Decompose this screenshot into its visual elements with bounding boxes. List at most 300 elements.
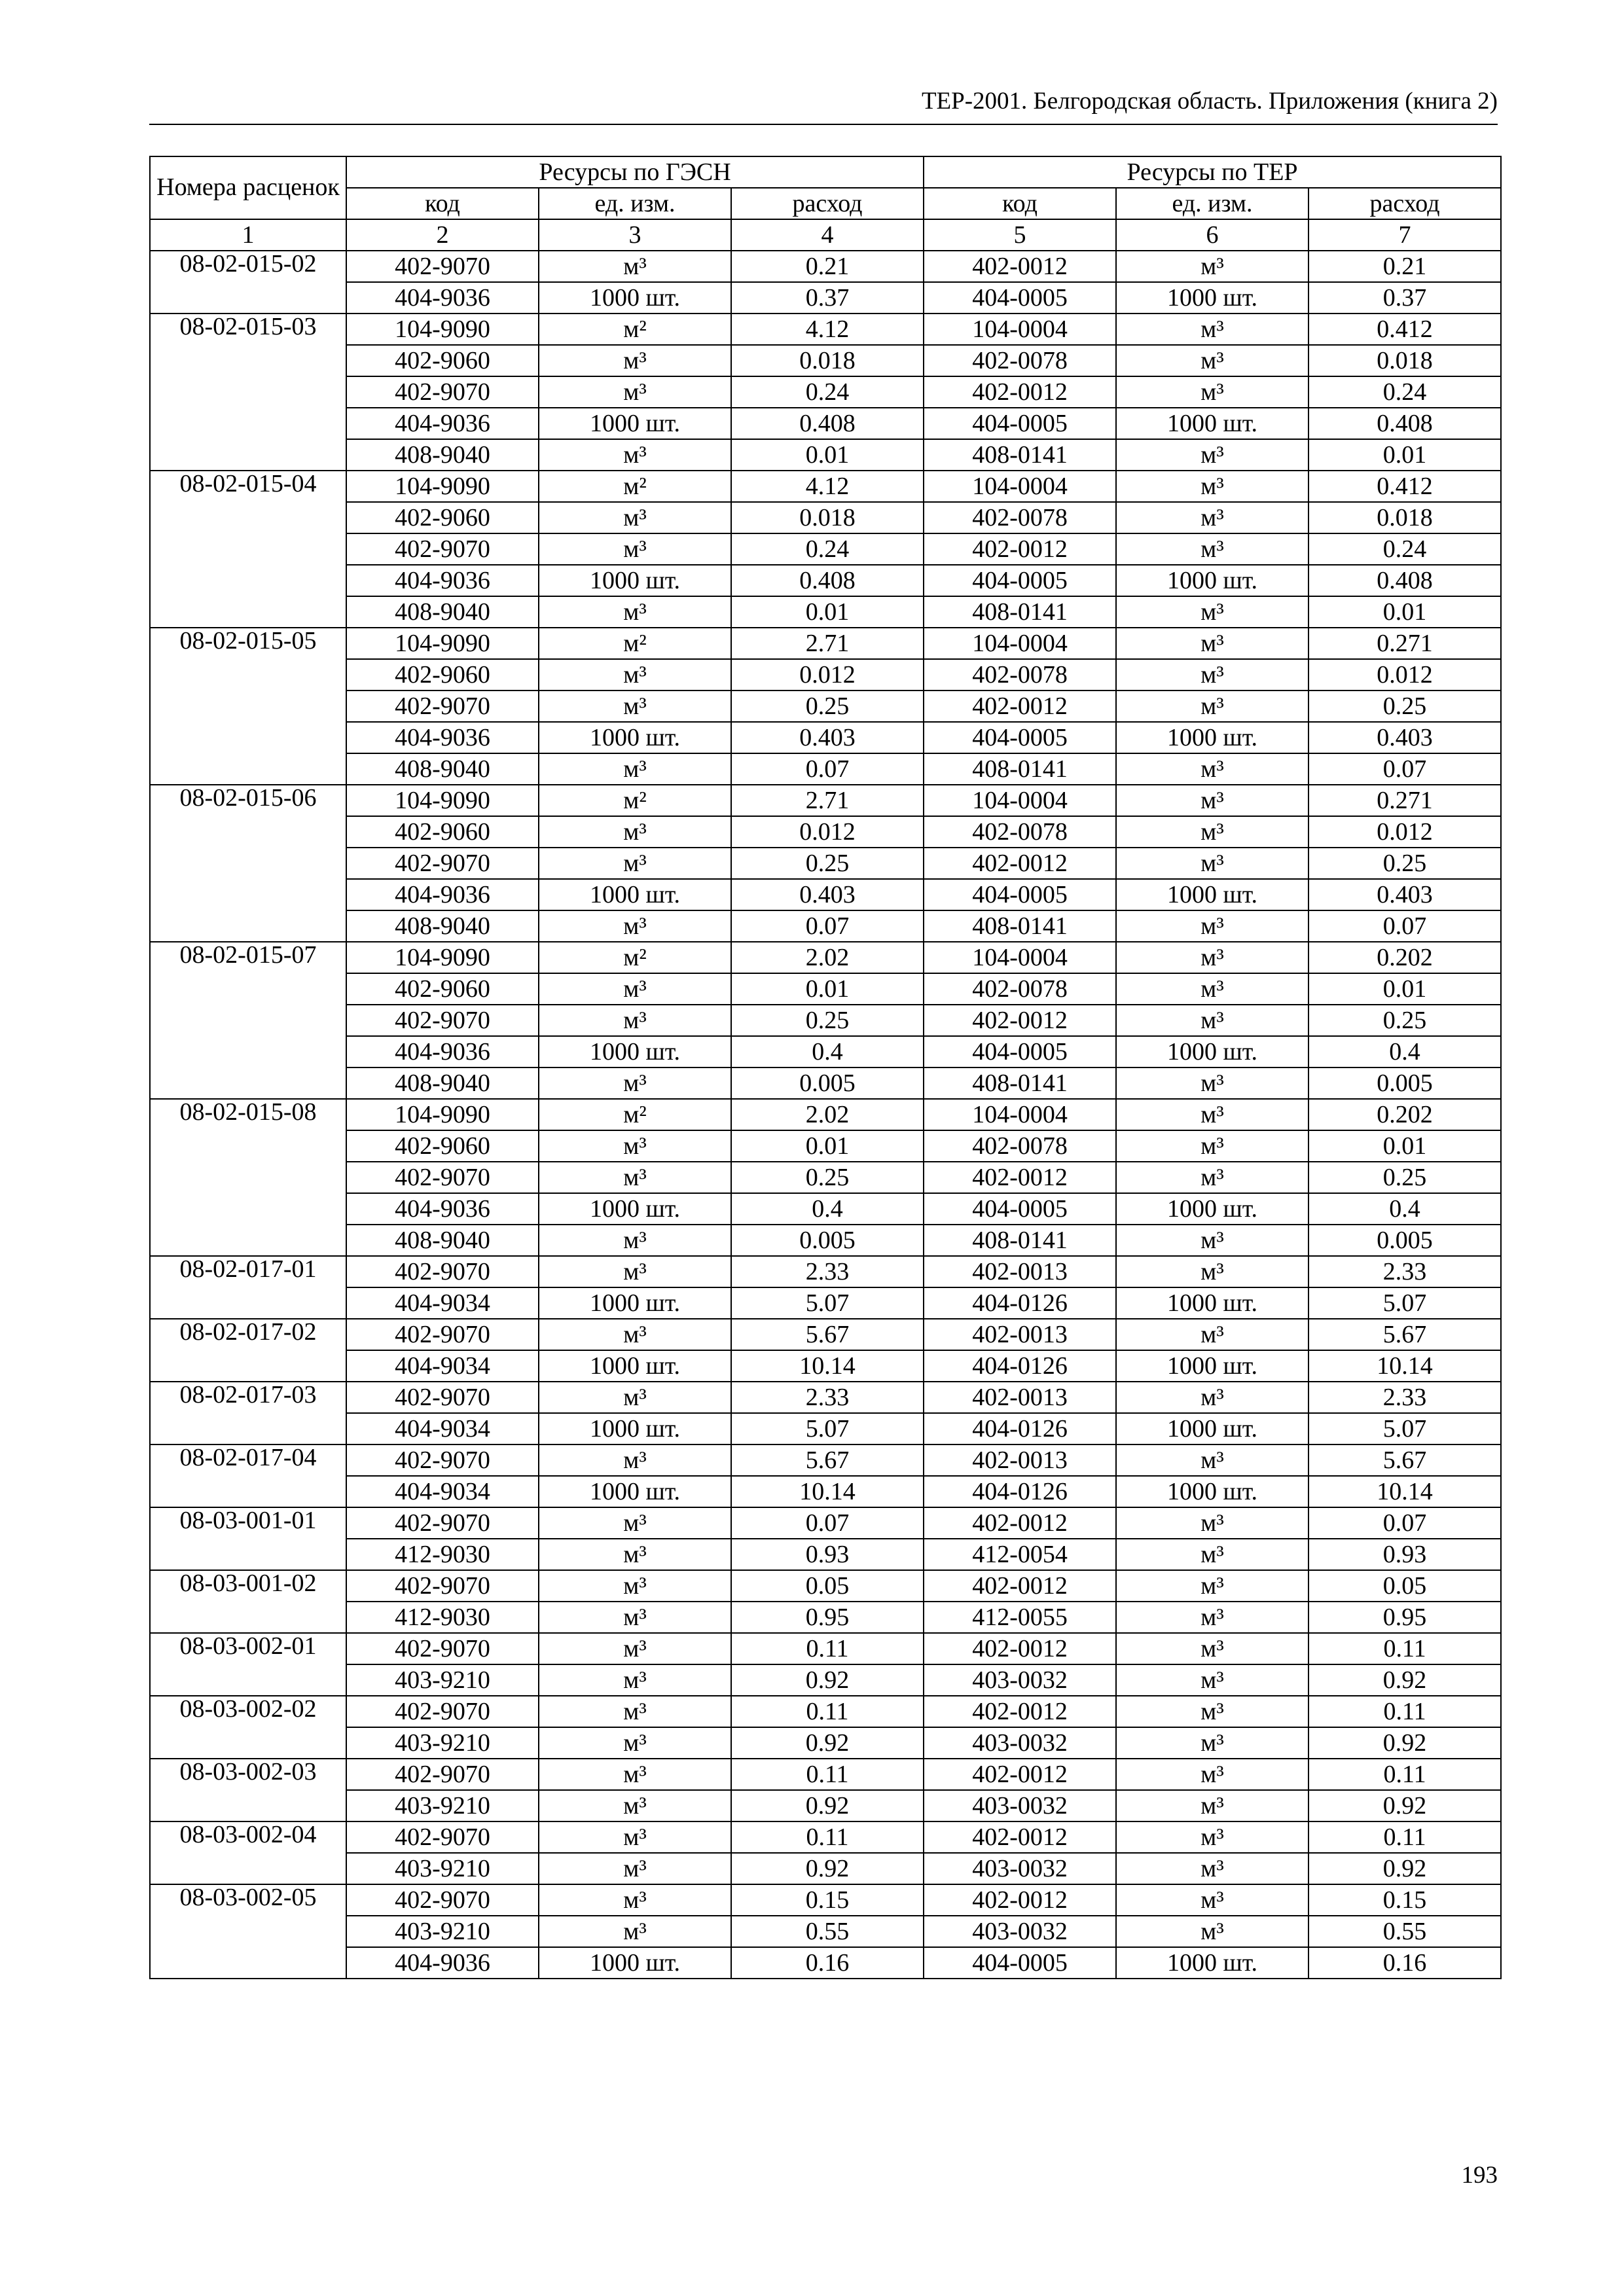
table-row bbox=[150, 1193, 1501, 1225]
ter-code-cell: 412-0054 bbox=[924, 1539, 1116, 1570]
gesn-consumption-cell: 0.403 bbox=[731, 722, 924, 753]
gesn-consumption-cell: 0.92 bbox=[731, 1853, 924, 1884]
rate-number-cell: 08-02-017-04 bbox=[150, 1444, 346, 1507]
table-row bbox=[150, 408, 1501, 439]
gesn-code-cell: 408-9040 bbox=[346, 1067, 539, 1099]
ter-unit-cell: м³ bbox=[1116, 973, 1308, 1005]
gesn-unit-cell: м³ bbox=[539, 1790, 731, 1821]
gesn-unit-cell: м³ bbox=[539, 1067, 731, 1099]
ter-code-cell: 402-0012 bbox=[924, 691, 1116, 722]
header-rate-numbers: Номера расценок bbox=[150, 156, 346, 219]
ter-consumption-cell: 0.16 bbox=[1308, 1947, 1501, 1979]
gesn-code-cell: 402-9070 bbox=[346, 1570, 539, 1602]
gesn-unit-cell: м³ bbox=[539, 1821, 731, 1853]
ter-unit-cell: 1000 шт. bbox=[1116, 282, 1308, 314]
ter-consumption-cell: 0.05 bbox=[1308, 1570, 1501, 1602]
rate-number-cell: 08-03-002-03 bbox=[150, 1759, 346, 1821]
gesn-consumption-cell: 0.92 bbox=[731, 1727, 924, 1759]
ter-code-cell: 104-0004 bbox=[924, 785, 1116, 816]
ter-consumption-cell: 0.92 bbox=[1308, 1853, 1501, 1884]
ter-consumption-cell: 0.01 bbox=[1308, 439, 1501, 471]
gesn-code-cell: 402-9070 bbox=[346, 691, 539, 722]
gesn-unit-cell: м³ bbox=[539, 596, 731, 628]
gesn-code-cell: 404-9034 bbox=[346, 1287, 539, 1319]
ter-code-cell: 404-0126 bbox=[924, 1413, 1116, 1444]
rate-number-cell: 08-02-017-01 bbox=[150, 1256, 346, 1319]
table-row bbox=[150, 1099, 1501, 1130]
gesn-unit-cell: м³ bbox=[539, 1507, 731, 1539]
ter-unit-cell: м³ bbox=[1116, 1884, 1308, 1916]
gesn-unit-cell: м² bbox=[539, 314, 731, 345]
ter-code-cell: 408-0141 bbox=[924, 596, 1116, 628]
ter-unit-cell: м³ bbox=[1116, 1005, 1308, 1036]
ter-code-cell: 408-0141 bbox=[924, 1225, 1116, 1256]
ter-unit-cell: м³ bbox=[1116, 1067, 1308, 1099]
gesn-consumption-cell: 0.21 bbox=[731, 251, 924, 282]
gesn-consumption-cell: 0.05 bbox=[731, 1570, 924, 1602]
gesn-code-cell: 403-9210 bbox=[346, 1916, 539, 1947]
gesn-code-cell: 402-9060 bbox=[346, 502, 539, 533]
gesn-unit-cell: 1000 шт. bbox=[539, 1193, 731, 1225]
ter-unit-cell: м³ bbox=[1116, 1382, 1308, 1413]
ter-consumption-cell: 0.93 bbox=[1308, 1539, 1501, 1570]
ter-consumption-cell: 0.012 bbox=[1308, 659, 1501, 691]
table-row bbox=[150, 282, 1501, 314]
ter-unit-cell: м³ bbox=[1116, 1444, 1308, 1476]
gesn-code-cell: 402-9060 bbox=[346, 659, 539, 691]
gesn-unit-cell: м³ bbox=[539, 1664, 731, 1696]
ter-consumption-cell: 0.25 bbox=[1308, 1005, 1501, 1036]
gesn-unit-cell: м² bbox=[539, 1099, 731, 1130]
gesn-consumption-cell: 0.07 bbox=[731, 1507, 924, 1539]
gesn-consumption-cell: 4.12 bbox=[731, 314, 924, 345]
ter-code-cell: 402-0012 bbox=[924, 1884, 1116, 1916]
ter-consumption-cell: 0.01 bbox=[1308, 973, 1501, 1005]
gesn-unit-cell: 1000 шт. bbox=[539, 1350, 731, 1382]
gesn-consumption-cell: 0.55 bbox=[731, 1916, 924, 1947]
ter-unit-cell: м³ bbox=[1116, 1162, 1308, 1193]
gesn-code-cell: 404-9034 bbox=[346, 1413, 539, 1444]
ter-code-cell: 403-0032 bbox=[924, 1853, 1116, 1884]
ter-code-cell: 404-0005 bbox=[924, 879, 1116, 910]
gesn-unit-cell: м³ bbox=[539, 1162, 731, 1193]
ter-code-cell: 404-0126 bbox=[924, 1287, 1116, 1319]
gesn-consumption-cell: 0.005 bbox=[731, 1067, 924, 1099]
gesn-consumption-cell: 0.15 bbox=[731, 1884, 924, 1916]
gesn-code-cell: 402-9070 bbox=[346, 376, 539, 408]
gesn-code-cell: 402-9060 bbox=[346, 1130, 539, 1162]
gesn-consumption-cell: 0.11 bbox=[731, 1759, 924, 1790]
ter-unit-cell: м³ bbox=[1116, 376, 1308, 408]
table-row bbox=[150, 471, 1501, 502]
gesn-consumption-cell: 0.403 bbox=[731, 879, 924, 910]
gesn-unit-cell: м³ bbox=[539, 439, 731, 471]
ter-unit-cell: 1000 шт. bbox=[1116, 1036, 1308, 1067]
ter-code-cell: 403-0032 bbox=[924, 1916, 1116, 1947]
ter-code-cell: 402-0012 bbox=[924, 1005, 1116, 1036]
table-row bbox=[150, 1947, 1501, 1979]
ter-unit-cell: м³ bbox=[1116, 1633, 1308, 1664]
gesn-consumption-cell: 10.14 bbox=[731, 1350, 924, 1382]
gesn-consumption-cell: 0.01 bbox=[731, 596, 924, 628]
ter-consumption-cell: 2.33 bbox=[1308, 1256, 1501, 1287]
rate-number-cell: 08-03-002-01 bbox=[150, 1633, 346, 1696]
table-row bbox=[150, 973, 1501, 1005]
column-number: 7 bbox=[1308, 219, 1501, 251]
table-row bbox=[150, 1444, 1501, 1476]
gesn-consumption-cell: 0.11 bbox=[731, 1821, 924, 1853]
gesn-unit-cell: м³ bbox=[539, 1727, 731, 1759]
ter-consumption-cell: 0.37 bbox=[1308, 282, 1501, 314]
rate-number-cell: 08-02-017-02 bbox=[150, 1319, 346, 1382]
gesn-consumption-cell: 0.012 bbox=[731, 659, 924, 691]
ter-consumption-cell: 0.018 bbox=[1308, 345, 1501, 376]
gesn-code-cell: 402-9070 bbox=[346, 848, 539, 879]
rate-number-cell: 08-02-015-03 bbox=[150, 314, 346, 471]
table-row bbox=[150, 1507, 1501, 1539]
ter-unit-cell: м³ bbox=[1116, 691, 1308, 722]
ter-unit-cell: м³ bbox=[1116, 785, 1308, 816]
ter-unit-cell: м³ bbox=[1116, 1602, 1308, 1633]
ter-code-cell: 402-0078 bbox=[924, 1130, 1116, 1162]
running-header: ТЕР-2001. Белгородская область. Приложения (книга 2) bbox=[149, 89, 1498, 125]
gesn-unit-cell: м³ bbox=[539, 848, 731, 879]
gesn-code-cell: 408-9040 bbox=[346, 596, 539, 628]
rate-number-cell: 08-03-001-01 bbox=[150, 1507, 346, 1570]
ter-unit-cell: м³ bbox=[1116, 659, 1308, 691]
ter-code-cell: 408-0141 bbox=[924, 1067, 1116, 1099]
gesn-unit-cell: м² bbox=[539, 785, 731, 816]
ter-consumption-cell: 0.21 bbox=[1308, 251, 1501, 282]
gesn-consumption-cell: 0.07 bbox=[731, 910, 924, 942]
ter-unit-cell: м³ bbox=[1116, 1759, 1308, 1790]
ter-consumption-cell: 0.412 bbox=[1308, 314, 1501, 345]
table-row bbox=[150, 1633, 1501, 1664]
table-row bbox=[150, 1162, 1501, 1193]
gesn-consumption-cell: 0.4 bbox=[731, 1036, 924, 1067]
gesn-consumption-cell: 2.71 bbox=[731, 785, 924, 816]
ter-consumption-cell: 0.403 bbox=[1308, 879, 1501, 910]
ter-unit-cell: 1000 шт. bbox=[1116, 408, 1308, 439]
gesn-consumption-cell: 0.07 bbox=[731, 753, 924, 785]
ter-consumption-cell: 0.005 bbox=[1308, 1225, 1501, 1256]
gesn-code-cell: 402-9070 bbox=[346, 1696, 539, 1727]
gesn-consumption-cell: 2.02 bbox=[731, 1099, 924, 1130]
rate-number-cell: 08-02-015-04 bbox=[150, 471, 346, 628]
ter-consumption-cell: 2.33 bbox=[1308, 1382, 1501, 1413]
ter-code-cell: 402-0012 bbox=[924, 1633, 1116, 1664]
table-row bbox=[150, 785, 1501, 816]
ter-consumption-cell: 5.07 bbox=[1308, 1287, 1501, 1319]
gesn-unit-cell: м³ bbox=[539, 691, 731, 722]
rate-number-cell: 08-02-015-07 bbox=[150, 942, 346, 1099]
gesn-unit-cell: м³ bbox=[539, 1130, 731, 1162]
gesn-code-cell: 404-9036 bbox=[346, 722, 539, 753]
ter-code-cell: 404-0005 bbox=[924, 408, 1116, 439]
ter-unit-cell: 1000 шт. bbox=[1116, 1350, 1308, 1382]
ter-code-cell: 402-0078 bbox=[924, 345, 1116, 376]
gesn-code-cell: 402-9070 bbox=[346, 1444, 539, 1476]
ter-consumption-cell: 0.55 bbox=[1308, 1916, 1501, 1947]
ter-unit-cell: м³ bbox=[1116, 753, 1308, 785]
ter-unit-cell: 1000 шт. bbox=[1116, 1413, 1308, 1444]
gesn-unit-cell: м³ bbox=[539, 1225, 731, 1256]
gesn-consumption-cell: 0.24 bbox=[731, 376, 924, 408]
ter-unit-cell: м³ bbox=[1116, 596, 1308, 628]
ter-consumption-cell: 0.25 bbox=[1308, 848, 1501, 879]
header-ter-consumption: расход bbox=[1308, 188, 1501, 219]
ter-code-cell: 402-0078 bbox=[924, 973, 1116, 1005]
ter-unit-cell: м³ bbox=[1116, 1130, 1308, 1162]
table-row bbox=[150, 314, 1501, 345]
rate-number-cell: 08-03-002-04 bbox=[150, 1821, 346, 1884]
ter-unit-cell: м³ bbox=[1116, 1539, 1308, 1570]
gesn-code-cell: 402-9070 bbox=[346, 1319, 539, 1350]
table-row bbox=[150, 848, 1501, 879]
ter-consumption-cell: 5.67 bbox=[1308, 1444, 1501, 1476]
ter-consumption-cell: 10.14 bbox=[1308, 1476, 1501, 1507]
ter-unit-cell: м³ bbox=[1116, 1664, 1308, 1696]
gesn-consumption-cell: 5.07 bbox=[731, 1287, 924, 1319]
gesn-consumption-cell: 0.01 bbox=[731, 439, 924, 471]
ter-code-cell: 412-0055 bbox=[924, 1602, 1116, 1633]
gesn-code-cell: 403-9210 bbox=[346, 1790, 539, 1821]
gesn-code-cell: 404-9036 bbox=[346, 879, 539, 910]
gesn-unit-cell: м³ bbox=[539, 376, 731, 408]
ter-consumption-cell: 0.92 bbox=[1308, 1727, 1501, 1759]
header-ter-code: код bbox=[924, 188, 1116, 219]
gesn-unit-cell: м³ bbox=[539, 816, 731, 848]
table-row bbox=[150, 1916, 1501, 1947]
rate-number-cell: 08-03-002-05 bbox=[150, 1884, 346, 1979]
gesn-consumption-cell: 0.11 bbox=[731, 1633, 924, 1664]
table-row bbox=[150, 879, 1501, 910]
ter-unit-cell: м³ bbox=[1116, 314, 1308, 345]
ter-unit-cell: м³ bbox=[1116, 439, 1308, 471]
ter-consumption-cell: 10.14 bbox=[1308, 1350, 1501, 1382]
rate-number-cell: 08-02-015-02 bbox=[150, 251, 346, 314]
ter-unit-cell: м³ bbox=[1116, 1099, 1308, 1130]
gesn-code-cell: 402-9070 bbox=[346, 1005, 539, 1036]
table-row bbox=[150, 1319, 1501, 1350]
table-row bbox=[150, 439, 1501, 471]
gesn-unit-cell: м² bbox=[539, 471, 731, 502]
ter-unit-cell: м³ bbox=[1116, 1821, 1308, 1853]
gesn-code-cell: 104-9090 bbox=[346, 628, 539, 659]
ter-unit-cell: м³ bbox=[1116, 251, 1308, 282]
table-row bbox=[150, 1696, 1501, 1727]
ter-unit-cell: м³ bbox=[1116, 533, 1308, 565]
ter-code-cell: 104-0004 bbox=[924, 314, 1116, 345]
gesn-unit-cell: м³ bbox=[539, 533, 731, 565]
table-row bbox=[150, 753, 1501, 785]
ter-unit-cell: м³ bbox=[1116, 1507, 1308, 1539]
ter-code-cell: 104-0004 bbox=[924, 1099, 1116, 1130]
ter-consumption-cell: 0.408 bbox=[1308, 408, 1501, 439]
ter-code-cell: 404-0126 bbox=[924, 1476, 1116, 1507]
ter-code-cell: 404-0005 bbox=[924, 1193, 1116, 1225]
table-row bbox=[150, 251, 1501, 282]
ter-code-cell: 104-0004 bbox=[924, 628, 1116, 659]
ter-consumption-cell: 0.271 bbox=[1308, 785, 1501, 816]
table-row bbox=[150, 1476, 1501, 1507]
header-gesn-consumption: расход bbox=[731, 188, 924, 219]
table-row bbox=[150, 1759, 1501, 1790]
gesn-consumption-cell: 0.93 bbox=[731, 1539, 924, 1570]
gesn-unit-cell: м³ bbox=[539, 1005, 731, 1036]
ter-consumption-cell: 5.67 bbox=[1308, 1319, 1501, 1350]
table-row bbox=[150, 502, 1501, 533]
gesn-consumption-cell: 0.95 bbox=[731, 1602, 924, 1633]
gesn-consumption-cell: 0.25 bbox=[731, 1005, 924, 1036]
gesn-unit-cell: 1000 шт. bbox=[539, 282, 731, 314]
gesn-unit-cell: м³ bbox=[539, 910, 731, 942]
table-row bbox=[150, 1853, 1501, 1884]
ter-consumption-cell: 0.202 bbox=[1308, 1099, 1501, 1130]
gesn-code-cell: 402-9070 bbox=[346, 1507, 539, 1539]
ter-code-cell: 402-0078 bbox=[924, 659, 1116, 691]
gesn-code-cell: 402-9070 bbox=[346, 1633, 539, 1664]
ter-unit-cell: м³ bbox=[1116, 1570, 1308, 1602]
gesn-unit-cell: м³ bbox=[539, 1602, 731, 1633]
column-number: 6 bbox=[1116, 219, 1308, 251]
ter-code-cell: 402-0012 bbox=[924, 848, 1116, 879]
table-row bbox=[150, 816, 1501, 848]
ter-unit-cell: м³ bbox=[1116, 502, 1308, 533]
ter-unit-cell: м³ bbox=[1116, 1319, 1308, 1350]
column-number: 2 bbox=[346, 219, 539, 251]
table-row bbox=[150, 628, 1501, 659]
gesn-unit-cell: м³ bbox=[539, 1256, 731, 1287]
gesn-unit-cell: 1000 шт. bbox=[539, 879, 731, 910]
table-row bbox=[150, 1382, 1501, 1413]
table-row bbox=[150, 1821, 1501, 1853]
gesn-unit-cell: м³ bbox=[539, 753, 731, 785]
ter-consumption-cell: 0.92 bbox=[1308, 1664, 1501, 1696]
ter-code-cell: 404-0005 bbox=[924, 282, 1116, 314]
ter-consumption-cell: 0.07 bbox=[1308, 1507, 1501, 1539]
ter-consumption-cell: 0.92 bbox=[1308, 1790, 1501, 1821]
gesn-unit-cell: м³ bbox=[539, 1633, 731, 1664]
ter-code-cell: 403-0032 bbox=[924, 1790, 1116, 1821]
ter-code-cell: 104-0004 bbox=[924, 942, 1116, 973]
gesn-unit-cell: м³ bbox=[539, 973, 731, 1005]
ter-consumption-cell: 0.25 bbox=[1308, 1162, 1501, 1193]
gesn-code-cell: 408-9040 bbox=[346, 1225, 539, 1256]
gesn-unit-cell: м³ bbox=[539, 1319, 731, 1350]
header-gesn-resources: Ресурсы по ГЭСН bbox=[346, 156, 924, 188]
ter-unit-cell: м³ bbox=[1116, 1696, 1308, 1727]
ter-code-cell: 402-0012 bbox=[924, 376, 1116, 408]
ter-consumption-cell: 0.25 bbox=[1308, 691, 1501, 722]
gesn-unit-cell: м³ bbox=[539, 1570, 731, 1602]
gesn-consumption-cell: 2.02 bbox=[731, 942, 924, 973]
ter-consumption-cell: 0.07 bbox=[1308, 753, 1501, 785]
gesn-consumption-cell: 0.408 bbox=[731, 565, 924, 596]
gesn-unit-cell: м³ bbox=[539, 1382, 731, 1413]
ter-code-cell: 408-0141 bbox=[924, 910, 1116, 942]
gesn-unit-cell: 1000 шт. bbox=[539, 565, 731, 596]
gesn-unit-cell: м³ bbox=[539, 659, 731, 691]
gesn-unit-cell: м³ bbox=[539, 1539, 731, 1570]
ter-consumption-cell: 0.07 bbox=[1308, 910, 1501, 942]
gesn-consumption-cell: 0.24 bbox=[731, 533, 924, 565]
gesn-code-cell: 402-9070 bbox=[346, 1162, 539, 1193]
column-number: 4 bbox=[731, 219, 924, 251]
ter-unit-cell: м³ bbox=[1116, 345, 1308, 376]
ter-unit-cell: м³ bbox=[1116, 942, 1308, 973]
gesn-unit-cell: м³ bbox=[539, 1884, 731, 1916]
ter-code-cell: 404-0005 bbox=[924, 1947, 1116, 1979]
gesn-consumption-cell: 5.07 bbox=[731, 1413, 924, 1444]
ter-code-cell: 402-0013 bbox=[924, 1444, 1116, 1476]
ter-consumption-cell: 0.01 bbox=[1308, 1130, 1501, 1162]
header-gesn-code: код bbox=[346, 188, 539, 219]
gesn-code-cell: 104-9090 bbox=[346, 471, 539, 502]
gesn-code-cell: 104-9090 bbox=[346, 1099, 539, 1130]
gesn-unit-cell: м³ bbox=[539, 251, 731, 282]
ter-consumption-cell: 0.15 bbox=[1308, 1884, 1501, 1916]
ter-consumption-cell: 5.07 bbox=[1308, 1413, 1501, 1444]
table-row bbox=[150, 722, 1501, 753]
ter-code-cell: 402-0012 bbox=[924, 251, 1116, 282]
table-row bbox=[150, 1413, 1501, 1444]
gesn-consumption-cell: 2.71 bbox=[731, 628, 924, 659]
rate-number-cell: 08-03-001-02 bbox=[150, 1570, 346, 1633]
gesn-unit-cell: 1000 шт. bbox=[539, 1413, 731, 1444]
gesn-unit-cell: м³ bbox=[539, 1444, 731, 1476]
ter-unit-cell: м³ bbox=[1116, 910, 1308, 942]
ter-unit-cell: 1000 шт. bbox=[1116, 879, 1308, 910]
table-row bbox=[150, 1005, 1501, 1036]
ter-code-cell: 403-0032 bbox=[924, 1664, 1116, 1696]
rate-number-cell: 08-02-017-03 bbox=[150, 1382, 346, 1444]
rate-number-cell: 08-03-002-02 bbox=[150, 1696, 346, 1759]
gesn-unit-cell: м² bbox=[539, 628, 731, 659]
gesn-consumption-cell: 0.018 bbox=[731, 345, 924, 376]
gesn-consumption-cell: 2.33 bbox=[731, 1256, 924, 1287]
ter-code-cell: 404-0005 bbox=[924, 722, 1116, 753]
ter-code-cell: 104-0004 bbox=[924, 471, 1116, 502]
ter-consumption-cell: 0.4 bbox=[1308, 1036, 1501, 1067]
table-row bbox=[150, 376, 1501, 408]
table-row bbox=[150, 942, 1501, 973]
gesn-code-cell: 412-9030 bbox=[346, 1602, 539, 1633]
gesn-code-cell: 404-9036 bbox=[346, 1193, 539, 1225]
ter-consumption-cell: 0.11 bbox=[1308, 1759, 1501, 1790]
gesn-consumption-cell: 0.018 bbox=[731, 502, 924, 533]
gesn-unit-cell: м² bbox=[539, 942, 731, 973]
gesn-consumption-cell: 0.25 bbox=[731, 848, 924, 879]
rate-number-cell: 08-02-015-08 bbox=[150, 1099, 346, 1256]
ter-unit-cell: м³ bbox=[1116, 1727, 1308, 1759]
table-row bbox=[150, 1664, 1501, 1696]
gesn-consumption-cell: 0.012 bbox=[731, 816, 924, 848]
ter-consumption-cell: 0.403 bbox=[1308, 722, 1501, 753]
table-header bbox=[150, 156, 1501, 251]
gesn-consumption-cell: 0.4 bbox=[731, 1193, 924, 1225]
gesn-code-cell: 404-9036 bbox=[346, 1036, 539, 1067]
ter-code-cell: 402-0012 bbox=[924, 1507, 1116, 1539]
gesn-code-cell: 402-9070 bbox=[346, 1821, 539, 1853]
ter-code-cell: 404-0005 bbox=[924, 565, 1116, 596]
gesn-code-cell: 402-9070 bbox=[346, 251, 539, 282]
gesn-code-cell: 403-9210 bbox=[346, 1727, 539, 1759]
gesn-code-cell: 104-9090 bbox=[346, 942, 539, 973]
table-row bbox=[150, 910, 1501, 942]
column-number: 5 bbox=[924, 219, 1116, 251]
gesn-unit-cell: 1000 шт. bbox=[539, 408, 731, 439]
